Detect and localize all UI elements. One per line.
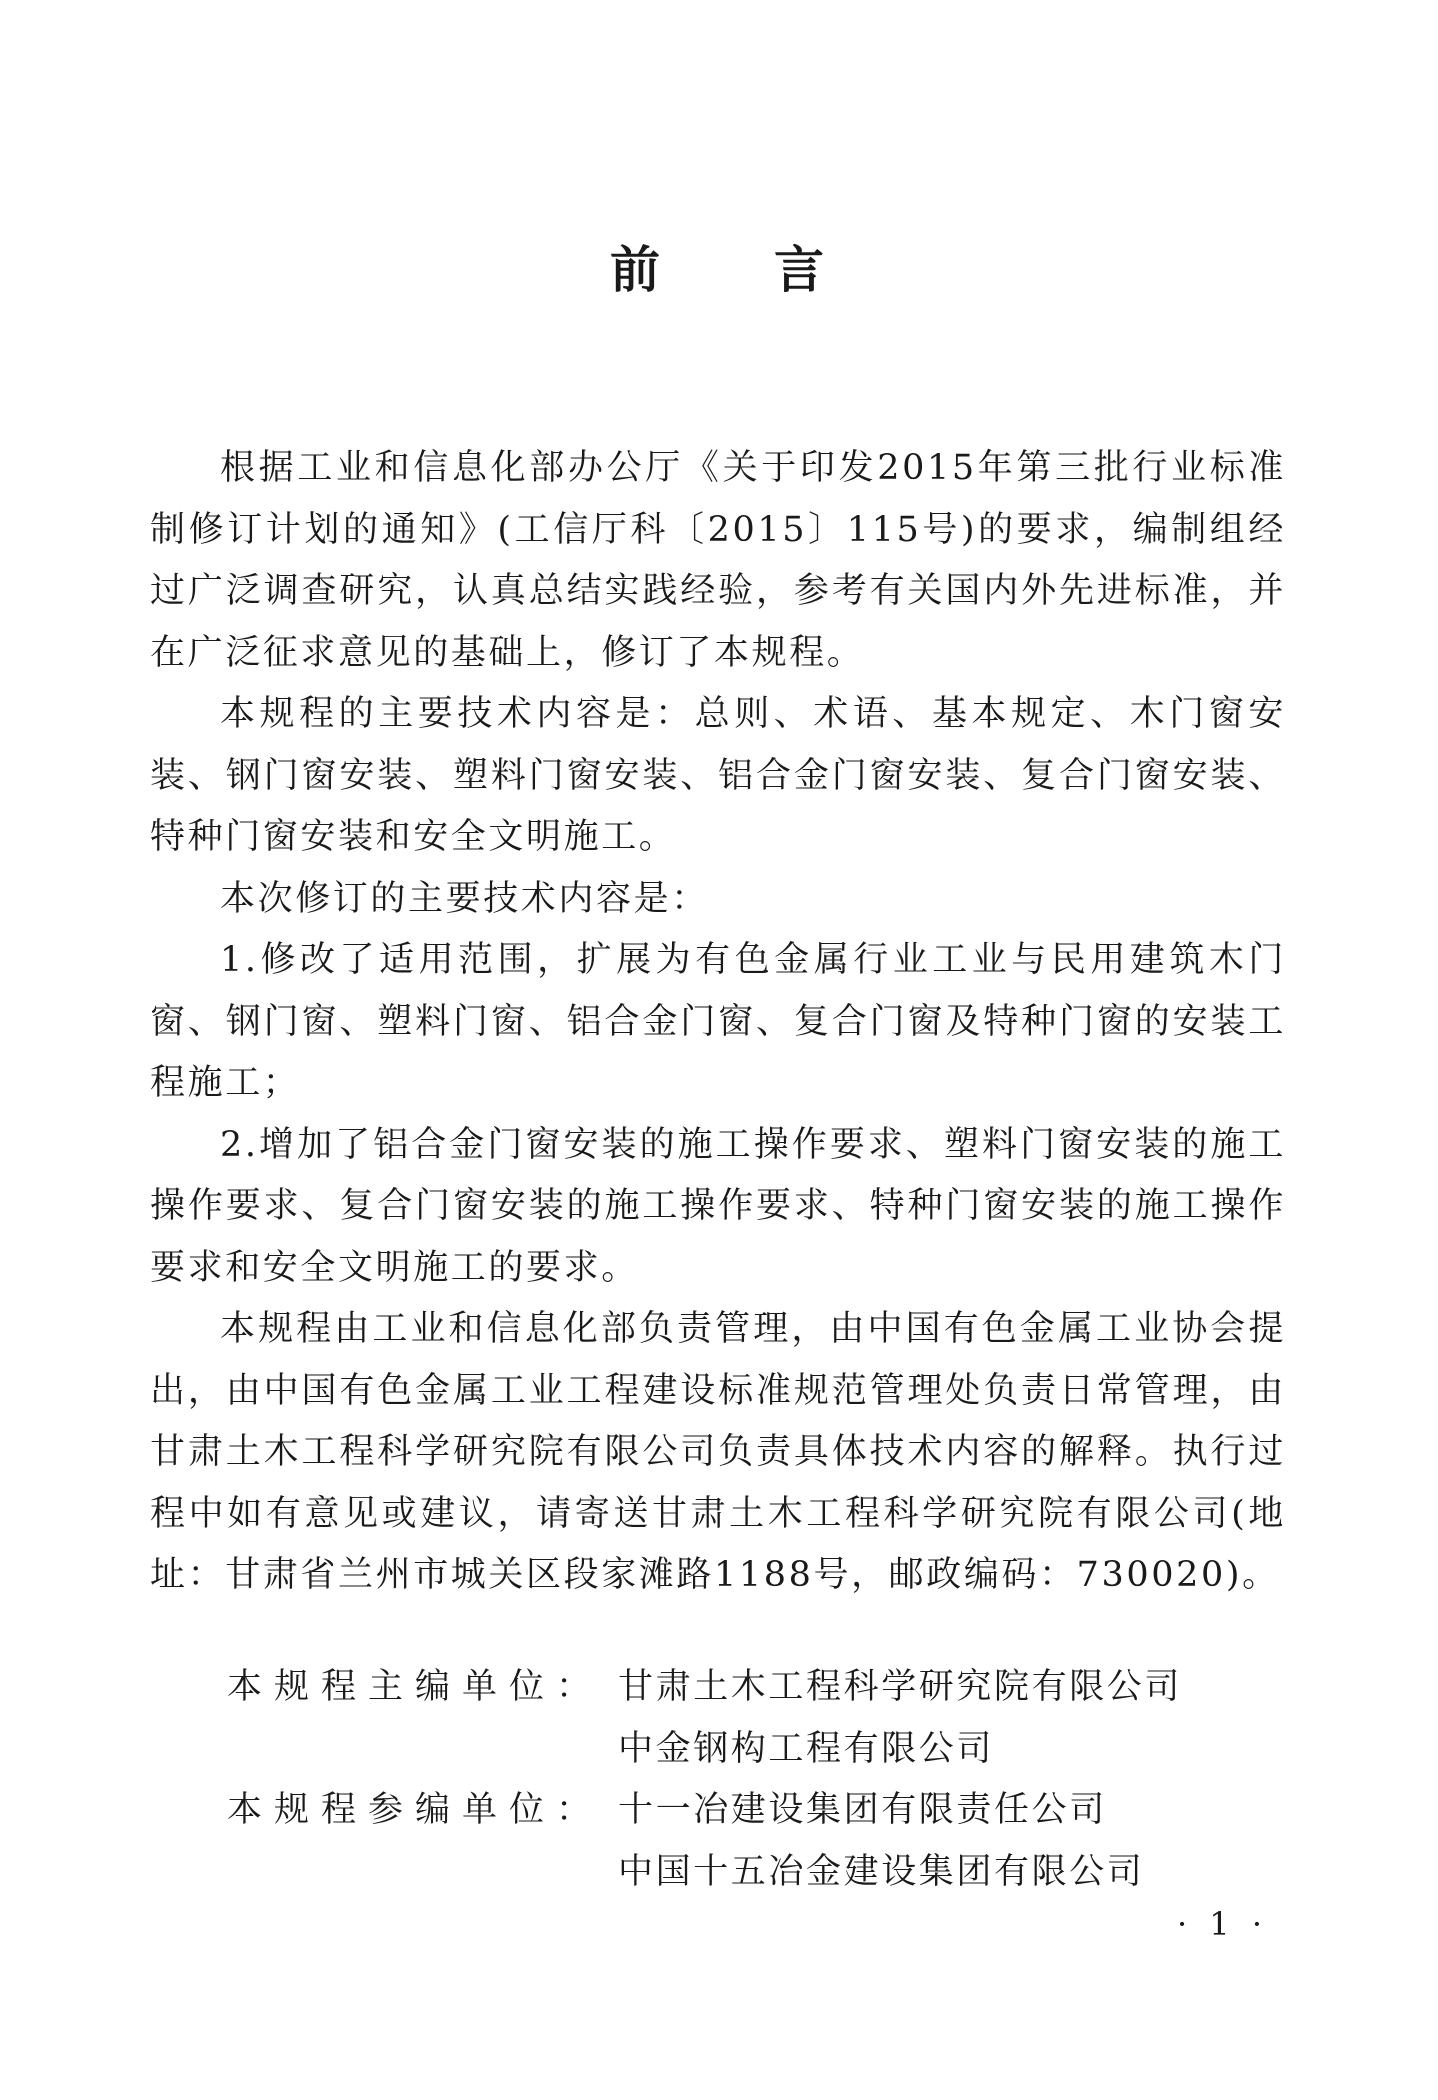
editing-units — [0, 1657, 1438, 1903]
title-char-2: 言 — [774, 241, 828, 299]
paragraph-revision-item-2: 2.增加了铝合金门窗安装的施工操作要求、塑料门窗安装的施工操作要求、复合门窗安装的施工操作要求、特种门窗安装的施工操作要求和安全文明施工的要求。 — [150, 1124, 1286, 1288]
participant-unit-label: 本规程参编单位： — [227, 1790, 604, 1830]
participant-unit-row — [0, 1780, 1438, 1842]
chief-unit-row — [0, 1657, 1438, 1719]
chief-unit-name: 甘肃土木工程科学研究院有限公司 — [618, 1667, 1183, 1707]
participant-unit-row — [0, 1842, 1438, 1904]
page-title — [0, 240, 1438, 300]
paragraph-management: 本规程由工业和信息化部负责管理，由中国有色金属工业协会提出，由中国有色金属工业工程建设标准规范管理处负责日常管理，由甘肃土木工程科学研究院有限公司负责具体技术内容的解释。执行过程中如有意见或建议，请寄送甘肃土木工程科学研究院有限公司(地址：甘肃省兰州市城关区段家滩路1188号，邮政编码：730020)。 — [150, 1309, 1286, 1595]
paragraph-main-content: 本规程的主要技术内容是：总则、术语、基本规定、木门窗安装、钢门窗安装、塑料门窗安装、铝合金门窗安装、复合门窗安装、特种门窗安装和安全文明施工。 — [150, 694, 1286, 857]
page-number: · 1 · — [1176, 1905, 1268, 1943]
paragraph-revision-item-1: 1.修改了适用范围，扩展为有色金属行业工业与民用建筑木门窗、钢门窗、塑料门窗、铝合金门窗、复合门窗及特种门窗的安装工程施工； — [150, 940, 1286, 1103]
chief-unit-name: 中金钢构工程有限公司 — [618, 1728, 995, 1769]
paragraph-revision-intro: 本次修订的主要技术内容是： — [220, 878, 709, 919]
participant-unit-name: 十一冶建设集团有限责任公司 — [618, 1790, 1107, 1830]
paragraph-revision-basis: 根据工业和信息化部办公厅《关于印发2015年第三批行业标准制修订计划的通知》(工信厅科〔2015〕115号)的要求，编制组经过广泛调查研究，认真总结实践经验，参考有关国内外先进标准，并在广泛征求意见的基础上，修订了本规程。 — [150, 448, 1286, 673]
chief-unit-label: 本规程主编单位： — [227, 1667, 604, 1707]
preface-body — [150, 438, 1286, 1607]
participant-unit-name: 中国十五冶金建设集团有限公司 — [618, 1851, 1145, 1892]
title-char-1: 前 — [610, 241, 664, 299]
chief-unit-row — [0, 1719, 1438, 1781]
